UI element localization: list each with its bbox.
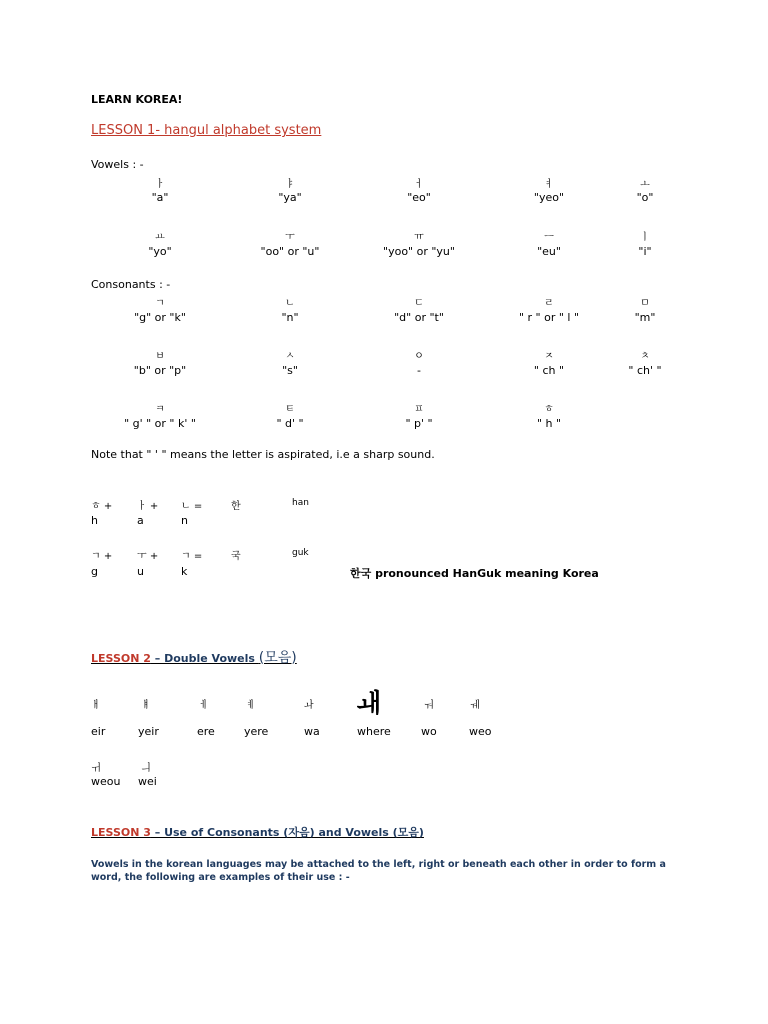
consonant-char: ㄹ (544, 298, 554, 309)
consonant-char: ㅊ (640, 351, 650, 362)
example-letter: h (91, 514, 98, 527)
vowel-char: ㅡ (544, 232, 554, 243)
example-syllable: 국 (231, 551, 241, 562)
consonant-sound: " r " or " l " (518, 311, 580, 324)
example-part: ㅏ + (137, 501, 159, 512)
consonant-char: ㅌ (285, 404, 295, 415)
double-vowel-sound: where (357, 725, 391, 738)
example-part: ㄴ = (181, 501, 203, 512)
double-vowel-char: ㅘ (304, 700, 314, 711)
example-letter: g (91, 565, 98, 578)
example-syllable: 한 (231, 501, 241, 512)
lesson2-heading (91, 647, 297, 667)
consonant-sound: "b" or "p" (133, 364, 187, 377)
double-vowel-char: ㅙ (356, 689, 382, 719)
double-vowel-sound: wa (304, 725, 320, 738)
consonant-sound: "n" (281, 311, 299, 324)
consonant-char: ㅁ (640, 298, 650, 309)
double-vowel-char: ㅝ (424, 700, 434, 711)
consonant-sound: " h " (536, 417, 562, 430)
vowel-sound: "ya" (278, 191, 302, 204)
vowel-sound: "yoo" or "yu" (383, 245, 455, 258)
vowel-sound: "o" (636, 191, 654, 204)
consonant-sound: - (417, 364, 421, 377)
vowel-sound: "yo" (148, 245, 172, 258)
example-romanization: guk (292, 548, 309, 558)
double-vowel-char: ㅞ (470, 700, 480, 711)
vowel-sound: "eu" (537, 245, 561, 258)
lesson1-heading: LESSON 1- hangul alphabet system (91, 123, 322, 138)
vowel-char: ㅕ (544, 179, 554, 190)
consonant-char: ㅂ (155, 351, 165, 362)
vowel-char: ㅗ (640, 179, 650, 190)
double-vowel-char: ㅖ (246, 700, 256, 711)
example-part: ㅎ + (91, 501, 113, 512)
double-vowel-sound: wei (138, 775, 157, 788)
double-vowel-sound: weo (469, 725, 492, 738)
vowel-sound: "a" (151, 191, 169, 204)
vowel-sound: "yeo" (533, 191, 565, 204)
consonant-sound: "d" or "t" (394, 311, 444, 324)
consonant-char: ㄴ (285, 298, 295, 309)
consonant-sound: " d' " (276, 417, 304, 430)
vowel-char: ㅣ (640, 232, 650, 243)
lesson3-heading-text: – Use of Consonants (자음) and Vowels (모음) (150, 826, 424, 839)
consonant-char: ㅋ (155, 404, 165, 415)
vowel-sound: "eo" (407, 191, 431, 204)
lesson3-label: LESSON 3 (91, 826, 151, 839)
vowel-char: ㅓ (414, 179, 424, 190)
example-letter: u (137, 565, 144, 578)
consonant-sound: "s" (282, 364, 298, 377)
consonant-char: ㄱ (155, 298, 165, 309)
example-part: ㅜ + (137, 551, 159, 562)
example-letter: n (181, 514, 188, 527)
vowel-char: ㅑ (285, 179, 295, 190)
lesson3-body: Vowels in the korean languages may be attached to the left, right or beneath each other in order to form a word, the following are examples of their use : - (91, 859, 666, 883)
consonant-sound: " g' " or " k' " (124, 417, 196, 430)
example-part: ㄱ + (91, 551, 113, 562)
consonant-char: ㅈ (544, 351, 554, 362)
example-letter: a (137, 514, 144, 527)
vowel-char: ㅜ (285, 232, 295, 243)
consonant-sound: "m" (634, 311, 656, 324)
double-vowel-sound: yere (244, 725, 269, 738)
consonants-label: Consonants : - (91, 278, 171, 291)
double-vowel-sound: ere (197, 725, 215, 738)
vowels-label: Vowels : - (91, 158, 144, 171)
vowel-sound: "i" (638, 245, 652, 258)
vowel-char: ㅏ (155, 179, 165, 190)
example-part: ㄱ = (181, 551, 203, 562)
vowel-char: ㅠ (414, 232, 424, 243)
vowel-sound: "oo" or "u" (260, 245, 320, 258)
consonant-char: ㄷ (414, 298, 424, 309)
double-vowel-char: ㅐ (91, 700, 101, 711)
double-vowel-sound: yeir (138, 725, 159, 738)
double-vowel-sound: eir (91, 725, 106, 738)
lesson3-heading (91, 824, 424, 840)
double-vowel-char: ㅢ (141, 763, 151, 774)
double-vowel-char: ㅟ (91, 763, 101, 774)
lesson2-heading-korean: (모음) (258, 650, 297, 666)
consonant-sound: " ch " (533, 364, 565, 377)
consonant-sound: "g" or "k" (134, 311, 186, 324)
double-vowel-sound: weou (91, 775, 121, 788)
lesson2-label: LESSON 2 (91, 652, 151, 665)
example-letter: k (181, 565, 188, 578)
page-title: LEARN KOREA! (91, 93, 183, 106)
aspiration-note: Note that " ' " means the letter is aspirated, i.e a sharp sound. (91, 448, 435, 461)
example-romanization: han (292, 498, 309, 508)
korea-note: 한국 pronounced HanGuk meaning Korea (350, 567, 599, 580)
consonant-char: ㅎ (544, 404, 554, 415)
consonant-sound: " ch' " (628, 364, 662, 377)
vowel-char: ㅛ (155, 232, 165, 243)
lesson2-heading-text: – Double Vowels (150, 652, 259, 665)
consonant-char: ㅇ (414, 351, 424, 362)
double-vowel-char: ㅒ (141, 700, 151, 711)
consonant-char: ㅍ (414, 404, 424, 415)
consonant-sound: " p' " (405, 417, 433, 430)
consonant-char: ㅅ (285, 351, 295, 362)
double-vowel-sound: wo (421, 725, 437, 738)
double-vowel-char: ㅔ (199, 700, 209, 711)
